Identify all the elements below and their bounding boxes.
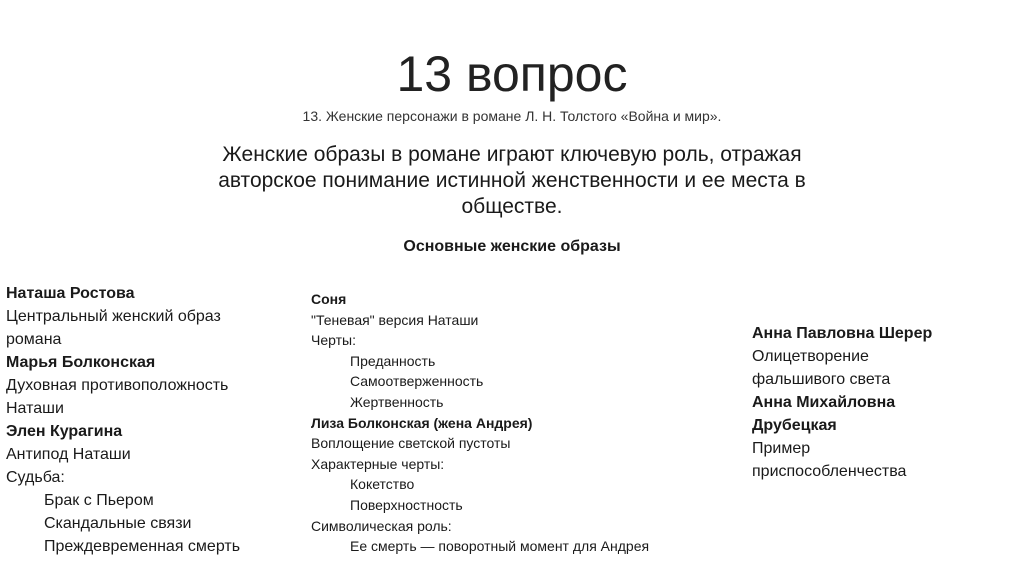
lead-statement: Женские образы в романе играют ключевую роль, отражая авторское понимание истинной женственности и ее места в обществе. — [218, 143, 806, 218]
character-name-marya: Марья Болконская — [6, 354, 156, 371]
character-desc-scherer: Олицетворение фальшивого света — [752, 348, 891, 388]
character-desc-natasha: Центральный женский образ романа — [6, 308, 221, 348]
character-name-sonya: Соня — [311, 291, 347, 307]
list-item: Жертвенность — [350, 393, 444, 410]
liza-traits-label: Характерные черты: — [311, 455, 445, 472]
list-item: Кокетство — [350, 476, 415, 493]
character-name-scherer: Анна Павловна Шерер — [752, 325, 933, 342]
slide-subtitle: 13. Женские персонажи в романе Л. Н. Толстого «Война и мир». — [302, 108, 722, 124]
slide-title: 13 вопрос — [396, 46, 628, 102]
character-name-drubetskaya: Анна Михайловна Друбецкая — [752, 394, 896, 434]
character-name-elen: Элен Курагина — [6, 423, 123, 440]
list-item: Брак с Пьером — [44, 492, 154, 509]
symbolic-role-label: Символическая роль: — [311, 517, 452, 534]
list-item: Преждевременная смерть — [44, 538, 241, 555]
section-heading: Основные женские образы — [403, 238, 621, 255]
character-desc-elen: Антипод Наташи — [6, 446, 131, 463]
character-name-natasha: Наташа Ростова — [6, 285, 135, 302]
character-desc-marya: Духовная противоположность Наташи — [6, 377, 229, 417]
middle-column — [311, 289, 731, 557]
right-column — [752, 322, 992, 483]
list-item: Ее смерть — поворотный момент для Андрея — [350, 538, 650, 555]
character-desc-sonya: "Теневая" версия Наташи — [311, 311, 479, 328]
character-desc-liza: Воплощение светской пустоты — [311, 435, 511, 452]
list-item: Преданность — [350, 352, 436, 369]
list-item: Самоотверженность — [350, 373, 484, 390]
left-column — [6, 282, 296, 558]
character-name-liza: Лиза Болконская (жена Андрея) — [311, 414, 533, 431]
traits-label: Черты: — [311, 332, 356, 349]
list-item: Поверхностность — [350, 496, 463, 513]
character-desc-drubetskaya: Пример приспособленчества — [752, 440, 907, 480]
list-item: Скандальные связи — [44, 515, 192, 532]
fate-label: Судьба: — [6, 469, 65, 486]
